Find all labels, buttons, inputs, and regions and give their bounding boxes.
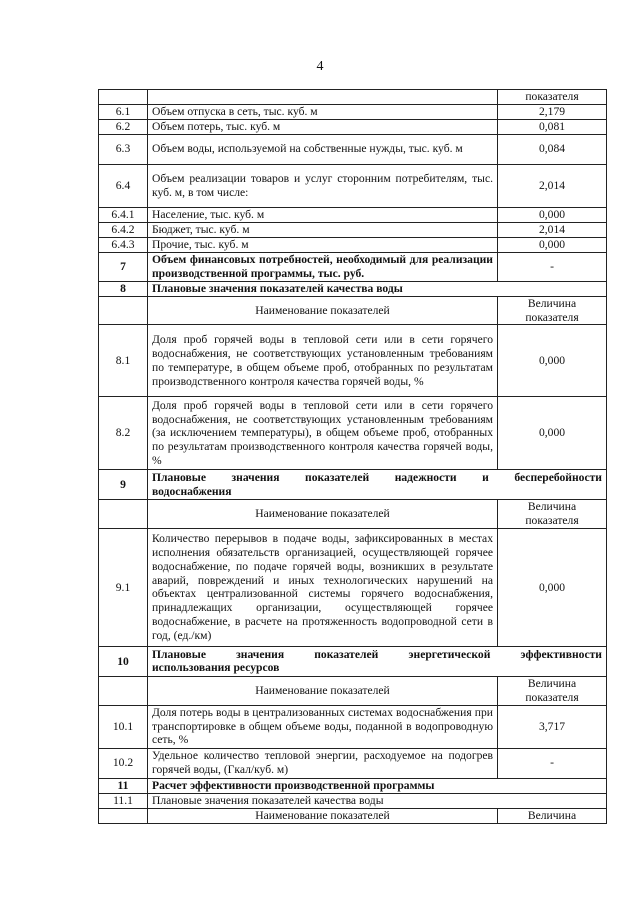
row-number: 6.2 (99, 119, 148, 134)
column-header-row (99, 676, 607, 705)
row-number: 6.4.2 (99, 222, 148, 237)
column-header-row (99, 500, 607, 529)
row-description: Население, тыс. куб. м (148, 207, 498, 222)
row-number: 6.4 (99, 164, 148, 207)
table-row (99, 207, 607, 222)
row-value: 0,081 (498, 119, 607, 134)
row-description: Бюджет, тыс. куб. м (148, 222, 498, 237)
row-value: 0,000 (498, 397, 607, 470)
table-row (99, 237, 607, 252)
row-number (99, 296, 148, 325)
table-row (99, 528, 607, 646)
table-row (99, 397, 607, 470)
row-number: 10.1 (99, 705, 148, 748)
row-number: 10.2 (99, 748, 148, 778)
section-number: 9 (99, 470, 148, 500)
row-number (99, 500, 148, 529)
row-number: 6.4.1 (99, 207, 148, 222)
table-row (99, 793, 607, 808)
section-title: Расчет эффективности производственной программы (148, 778, 607, 793)
section-header-row (99, 778, 607, 793)
row-description: Удельное количество тепловой энергии, расходуемое на подогрев горячей воды, (Гкал/куб. м) (148, 748, 498, 778)
column-header-name: Наименование показателей (148, 808, 498, 823)
section-title-line1: Плановые значения показателей надежности и бесперебойности (152, 471, 602, 485)
section-title-line2: водоснабжения (152, 484, 232, 498)
section-header-row (99, 470, 607, 500)
table-row (99, 705, 607, 748)
row-number (99, 90, 148, 105)
row-number: 6.1 (99, 104, 148, 119)
column-header-name: Наименование показателей (148, 500, 498, 529)
row-description: Количество перерывов в подаче воды, зафиксированных в местах исполнения обязательств организацией, осуществляющей горячее водоснабжение, по подаче горячей воды, возникших в результате аварий, повреждений и иных технологических нарушений на объектах централизованной системы горячего водоснабжения, принадлежащих организации, осуществляющей горячее водоснабжение, в расчете на протяженность водопроводной сети в год, (ед./км) (148, 528, 498, 646)
column-header-value: Величина показателя (498, 500, 607, 529)
section-title-line1: Плановые значения показателей энергетической эффективности (152, 647, 602, 661)
row-description (148, 90, 498, 105)
row-value: 2,179 (498, 104, 607, 119)
row-value: 0,084 (498, 134, 607, 164)
row-number (99, 808, 148, 823)
row-description: Доля проб горячей воды в тепловой сети или в сети горячего водоснабжения, не соответствующих установленным требованиям по температуре, в общем объеме проб, отобранных по результатам производственного контроля качества горячей воды, % (148, 325, 498, 397)
section-title-line2: использования ресурсов (152, 661, 280, 675)
column-header-value: Величина показателя (498, 676, 607, 705)
row-description: Объем потерь, тыс. куб. м (148, 119, 498, 134)
row-description: Плановые значения показателей качества воды (148, 793, 607, 808)
production-program-table (98, 89, 607, 824)
row-description: Объем воды, используемой на собственные нужды, тыс. куб. м (148, 134, 498, 164)
row-number: 9.1 (99, 528, 148, 646)
column-header-name: Наименование показателей (148, 676, 498, 705)
row-description: Доля проб горячей воды в тепловой сети или в сети горячего водоснабжения, не соответствующих установленным требованиям (за исключением температуры), в общем объеме проб, отобранных по результатам производственного контроля качества горячей воды, % (148, 397, 498, 470)
column-header-name: Наименование показателей (148, 296, 498, 325)
table-row (99, 325, 607, 397)
row-value: - (498, 748, 607, 778)
row-value: 2,014 (498, 222, 607, 237)
section-title (148, 646, 607, 676)
section-title (148, 470, 607, 500)
section-header-row (99, 646, 607, 676)
row-value: - (498, 252, 607, 281)
row-description: Объем отпуска в сеть, тыс. куб. м (148, 104, 498, 119)
section-number: 10 (99, 646, 148, 676)
row-value: 0,000 (498, 325, 607, 397)
row-value: показателя (498, 90, 607, 105)
row-description: Объем реализации товаров и услуг сторонним потребителям, тыс. куб. м, в том числе: (148, 164, 498, 207)
table-row (99, 119, 607, 134)
column-header-row (99, 296, 607, 325)
table-row (99, 748, 607, 778)
row-value: 0,000 (498, 207, 607, 222)
table-row (99, 252, 607, 281)
row-value: 0,000 (498, 237, 607, 252)
section-title: Плановые значения показателей качества воды (148, 281, 607, 296)
row-value: 0,000 (498, 528, 607, 646)
row-number: 8.2 (99, 397, 148, 470)
table-row (99, 104, 607, 119)
row-number: 6.4.3 (99, 237, 148, 252)
page-number: 4 (316, 59, 324, 74)
row-description: Прочие, тыс. куб. м (148, 237, 498, 252)
row-value: 2,014 (498, 164, 607, 207)
section-number: 8 (99, 281, 148, 296)
column-header-value: Величина (498, 808, 607, 823)
column-header-value: Величина показателя (498, 296, 607, 325)
section-number: 11 (99, 778, 148, 793)
row-number: 7 (99, 252, 148, 281)
row-number: 6.3 (99, 134, 148, 164)
row-description: Объем финансовых потребностей, необходимый для реализации производственной программы, тыс. руб. (148, 252, 498, 281)
row-value: 3,717 (498, 705, 607, 748)
row-number (99, 676, 148, 705)
row-number: 8.1 (99, 325, 148, 397)
table-row (99, 164, 607, 207)
row-number: 11.1 (99, 793, 148, 808)
table-row (99, 90, 607, 105)
table-row (99, 134, 607, 164)
table-row (99, 222, 607, 237)
row-description: Доля потерь воды в централизованных системах водоснабжения при транспортировке в общем объеме воды, поданной в водопроводную сеть, % (148, 705, 498, 748)
column-header-row (99, 808, 607, 823)
section-header-row (99, 281, 607, 296)
